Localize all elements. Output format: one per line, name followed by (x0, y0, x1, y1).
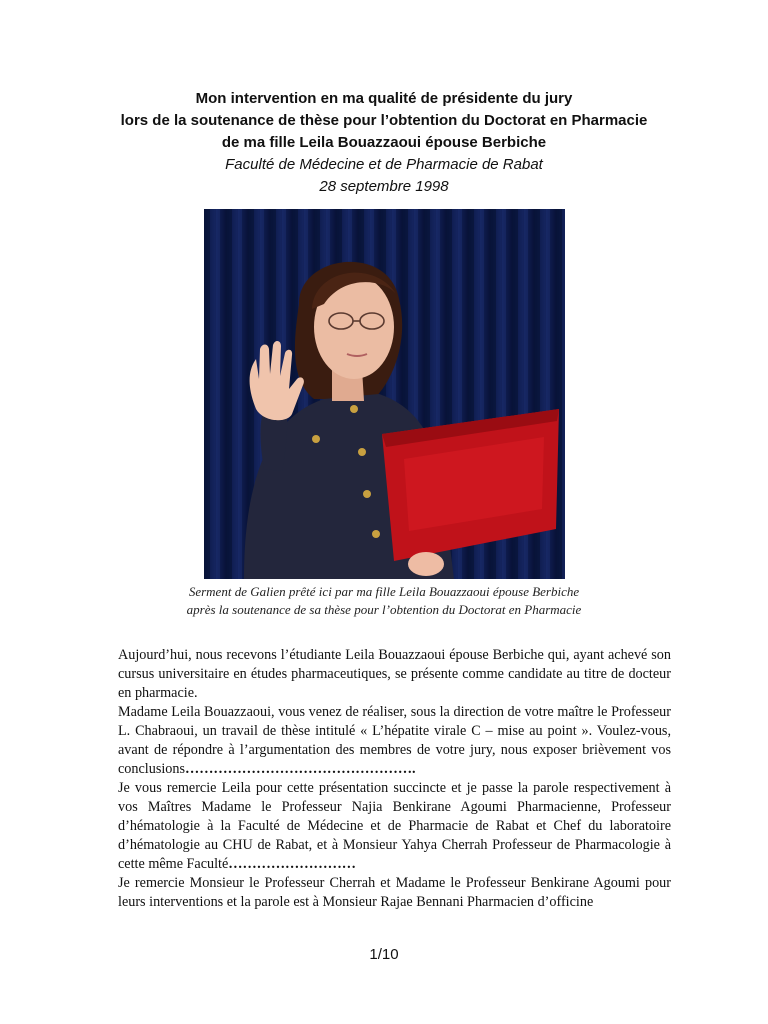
title-line-3: de ma fille Leila Bouazzaoui épouse Berbiche (221, 134, 547, 151)
paragraph-4-text: Je remercie Monsieur le Professeur Cherrah et Madame le Professeur Benkirane Agoumi pour leurs interventions et la parole est à Monsieur Rajae Bennani Pharmacien d’officine (118, 875, 671, 910)
paragraph-3 (118, 779, 671, 874)
page-number: 1/10 (369, 946, 399, 963)
paragraph-2-text: Madame Leila Bouazzaoui, vous venez de réaliser, sous la direction de votre maître le Professeur L. Chabraoui, un travail de thèse intitulé « L’hépatite virale C – mise au point ». Voulez-vous, avant de répondre à l’argumentation des membres de votre jury, nous exposer brièvement vos conclusions (118, 704, 671, 777)
paragraph-2-dots: …………………………………………. (185, 761, 416, 777)
paragraph-1-text: Aujourd’hui, nous recevons l’étudiante Leila Bouazzaoui épouse Berbiche qui, ayant achevé son cursus universitaire en études pharmaceutiques, se présente comme candidate au titre de docteur en pharmacie. (118, 647, 671, 701)
faculty-line: Faculté de Médecine et de Pharmacie de Rabat (225, 156, 543, 173)
paragraph-3-dots: ……………………… (228, 856, 356, 872)
paragraph-2 (118, 703, 671, 779)
paragraph-1 (118, 646, 671, 703)
paragraph-4 (118, 874, 671, 912)
caption-line-2: après la soutenance de sa thèse pour l’obtention du Doctorat en Pharmacie (186, 602, 582, 617)
title-line-2: lors de la soutenance de thèse pour l’obtention du Doctorat en Pharmacie (120, 112, 648, 129)
title-line-1: Mon intervention en ma qualité de présidente du jury (195, 90, 573, 107)
photograph-illustration (204, 209, 565, 579)
caption-line-1: Serment de Galien prêté ici par ma fille Leila Bouazzaoui épouse Berbiche (188, 584, 580, 599)
oath-photograph (204, 209, 565, 579)
photo-caption (60, 583, 708, 619)
paragraph-3-text: Je vous remercie Leila pour cette présentation succincte et je passe la parole respectivement à vos Maîtres Madame le Professeur Najia Benkirane Agoumi Pharmacienne, Professeur d’hématologie à la Faculté de Médecine et de Pharmacie de Rabat et Chef du laboratoire d’hématologie au CHU de Rabat, et à Monsieur Yahya Cherrah Professeur de Pharmacologie à cette même Faculté (118, 780, 671, 872)
document-heading (60, 88, 708, 198)
date-line: 28 septembre 1998 (319, 178, 449, 195)
body-text (118, 646, 671, 912)
